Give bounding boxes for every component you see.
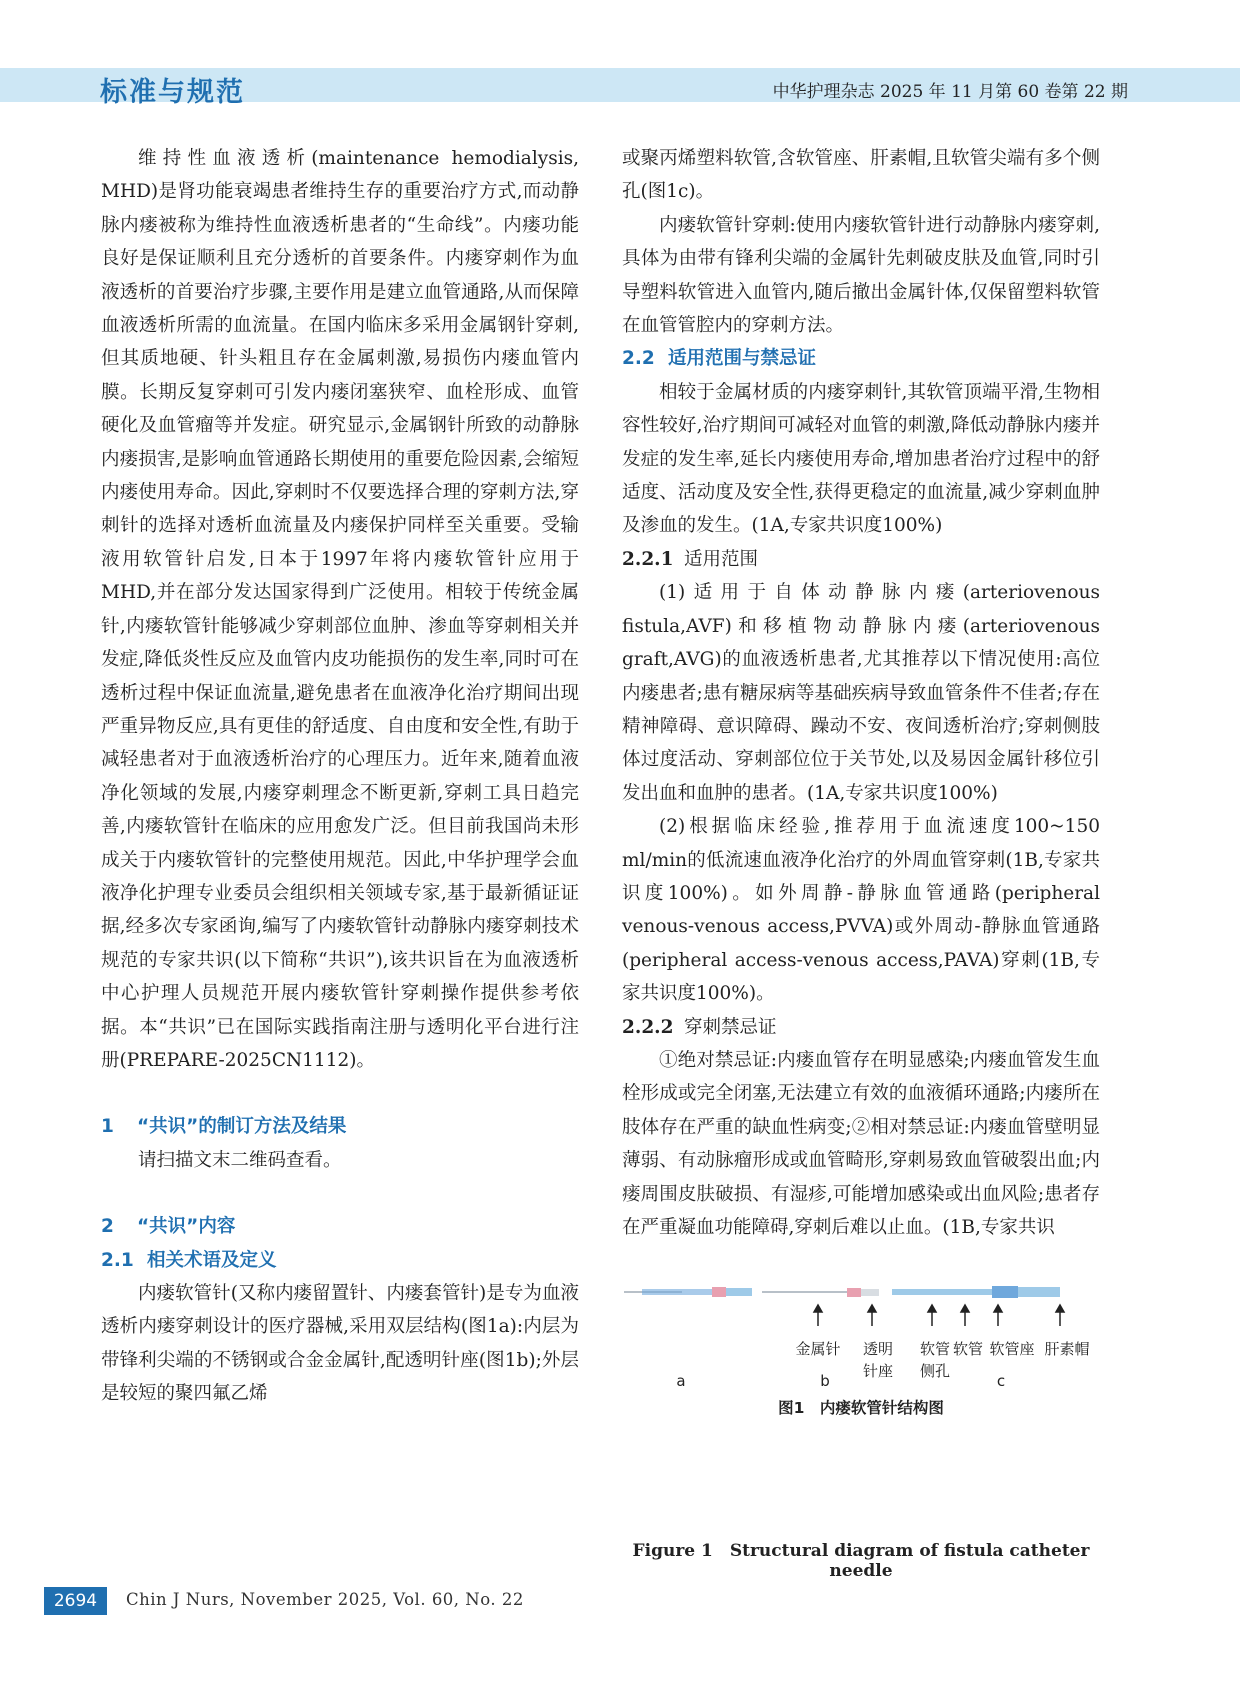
panel-label-b: b	[820, 1372, 830, 1390]
section-number: 1	[101, 1116, 114, 1138]
panel-label-c: c	[996, 1372, 1006, 1390]
label-heparin-cap: 肝素帽	[1044, 1340, 1090, 1358]
intro-paragraph: 维持性血液透析(maintenance hemodialysis, MHD)是肾功能衰竭患者维持生存的重要治疗方式,而动静脉内瘘被称为维持性血液透析患者的“生命线”。内瘘功能良好是保证顺利且充分透析的首要条件。内瘘穿刺作为血液透析的首要治疗步骤,主要作用是建立血管通路,从而保障血液透析所需的血流量。在国内临床多采用金属钢针穿刺,但其质地硬、针头粗且存在金属刺激,易损伤内瘘血管内膜。长期反复穿刺可引发内瘘闭塞狭窄、血栓形成、血管硬化及血管瘤等并发症。研究显示,金属钢针所致的动静脉内瘘损害,是影响血管通路长期使用的重要危险因素,会缩短内瘘使用寿命。因此,穿刺时不仅要选择合理的穿刺方法,穿刺针的选择对透析血流量及内瘘保护同样至关重要。受输液用软管针启发,日本于1997年将内瘘软管针应用于MHD,并在部分发达国家得到广泛使用。相较于传统金属针,内瘘软管针能够减少穿刺部位血肿、渗血等穿刺相关并发症,降低炎性反应及血管内皮功能损伤的发生率,同时可在透析过程中保证血流量,避免患者在血液净化治疗期间出现严重异物反应,具有更佳的舒适度、自由度和安全性,有助于减轻患者对于血液透析治疗的心理压力。近年来,随着血液净化领域的发展,内瘘穿刺理念不断更新,穿刺工具日趋完善,内瘘软管针在临床的应用愈发广泛。但目前我国尚未形成关于内瘘软管针的完整使用规范。因此,中华护理学会血液净化护理专业委员会组织相关领域专家,基于最新循证证据,经多次专家函询,编写了内瘘软管针动静脉内瘘穿刺技术规范的专家共识(以下简称“共识”),该共识旨在为血液透析中心护理人员规范开展内瘘软管针穿刺操作提供参考依据。本“共识”已在国际实践指南注册与透明化平台进行注册(PREPARE-2025CN1112)。	[101, 148, 579, 1071]
section-title-text: “共识”的制订方法及结果	[137, 1116, 347, 1138]
footer-journal: Chin J Nurs, November 2025, Vol. 60, No. 22	[126, 1590, 524, 1609]
section-title-text: 相关术语及定义	[147, 1249, 277, 1271]
puncture-definition: 内瘘软管针穿刺:使用内瘘软管针进行动静脉内瘘穿刺,具体为由带有锋利尖端的金属针先刺破皮肤及血管,同时引导塑料软管进入血管内,随后撤出金属针体,仅保留塑料软管在血管管腔内的穿刺方法。	[622, 214, 1100, 337]
section-2-2-heading	[622, 342, 1100, 375]
part-labels	[676, 1340, 1089, 1390]
section-number: 2.2	[622, 348, 655, 370]
label-transparent-hub: 透明针座	[862, 1340, 894, 1380]
section-2-1-heading	[101, 1244, 579, 1277]
continued-paragraph: 或聚丙烯塑料软管,含软管座、肝素帽,且软管尖端有多个侧孔(图1c)。	[622, 148, 1100, 203]
section-2-2-1-item-1: (1)适用于自体动静脉内瘘(arteriovenous fistula,AVF)和移植物动静脉内瘘(arteriovenous graft,AVG)的血液透析患者,尤其推荐以下情况使用:高位内瘘患者;患有糖尿病等基础疾病导致血管条件不佳者;存在精神障碍、意识障碍、躁动不安、夜间透析治疗;穿刺侧肢体过度活动、穿刺部位位于关节处,以及易因金属针移位引发出血和血肿的患者。(1A,专家共识度100%)	[622, 582, 1100, 804]
label-catheter-hub: 软管座	[989, 1340, 1035, 1358]
journal-info: 中华护理杂志 2025 年 11 月第 60 卷第 22 期	[772, 82, 1128, 102]
needle-b-image	[762, 1288, 879, 1297]
section-title-text: 适用范围	[684, 548, 759, 570]
section-1-text: 请扫描文末二维码查看。	[138, 1149, 342, 1171]
section-1-heading	[101, 1110, 579, 1143]
needle-c-image	[892, 1286, 1060, 1298]
label-catheter: 软管	[952, 1340, 984, 1358]
section-2-1-text: 内瘘软管针(又称内瘘留置针、内瘘套管针)是专为血液透析内瘘穿刺设计的医疗器械,采用双层结构(图1a):内层为带锋利尖端的不锈钢或合金金属针,配透明针座(图1b);外层是较短的聚四氟乙烯	[101, 1283, 579, 1405]
section-number: 2.1	[101, 1249, 134, 1271]
section-title-text: 适用范围与禁忌证	[668, 348, 817, 370]
page-number: 2694	[44, 1587, 107, 1615]
figure-caption-cn: 图1 内瘘软管针结构图	[778, 1399, 944, 1417]
section-2-heading	[101, 1210, 579, 1243]
needle-diagram	[622, 1270, 1100, 1490]
figure-1	[622, 1270, 1100, 1490]
section-title-text: “共识”内容	[137, 1216, 236, 1238]
left-column	[101, 142, 579, 1411]
section-number: 2.2.2	[622, 1016, 674, 1038]
figure-caption-en: Figure 1 Structural diagram of fistula catheter needle	[632, 1541, 1090, 1581]
section-number: 2.2.1	[622, 548, 674, 570]
section-title-text: 穿刺禁忌证	[684, 1016, 777, 1038]
right-column	[622, 142, 1100, 1244]
section-2-2-2-text: ①绝对禁忌证:内瘘血管存在明显感染;内瘘血管发生血栓形成或完全闭塞,无法建立有效的血液循环通路;内瘘所在肢体存在严重的缺血性病变;②相对禁忌证:内瘘血管壁明显薄弱、有动脉瘤形成或血管畸形,穿刺易致血管破裂出血;内瘘周围皮肤破损、有湿疹,可能增加感染或出血风险;患者存在严重凝血功能障碍,穿刺后难以止血。(1B,专家共识	[622, 1049, 1100, 1238]
section-2-2-2-heading	[622, 1011, 1100, 1044]
label-metal-needle: 金属针	[795, 1340, 841, 1358]
arrows	[814, 1305, 1064, 1326]
section-2-2-1-item-2: (2)根据临床经验,推荐用于血流速度100~150 ml/min的低流速血液净化治疗的外周血管穿刺(1B,专家共识度100%)。如外周静-静脉血管通路(peripheral venous-venous access,PVVA)或外周动-静脉血管通路(peripheral access-venous access,PAVA)穿刺(1B,专家共识度100%)。	[622, 816, 1100, 1005]
section-number: 2	[101, 1216, 114, 1238]
section-title: 标准与规范	[100, 77, 245, 108]
panel-label-a: a	[676, 1372, 686, 1390]
section-2-2-1-heading	[622, 543, 1100, 576]
label-side-hole: 软管侧孔	[919, 1340, 951, 1380]
needle-a-image	[624, 1287, 752, 1297]
section-2-2-text: 相较于金属材质的内瘘穿刺针,其软管顶端平滑,生物相容性较好,治疗期间可减轻对血管的刺激,降低动静脉内瘘并发症的发生率,延长内瘘使用寿命,增加患者治疗过程中的舒适度、活动度及安全性,获得更稳定的血流量,减少穿刺血肿及渗血的发生。(1A,专家共识度100%)	[622, 381, 1100, 537]
